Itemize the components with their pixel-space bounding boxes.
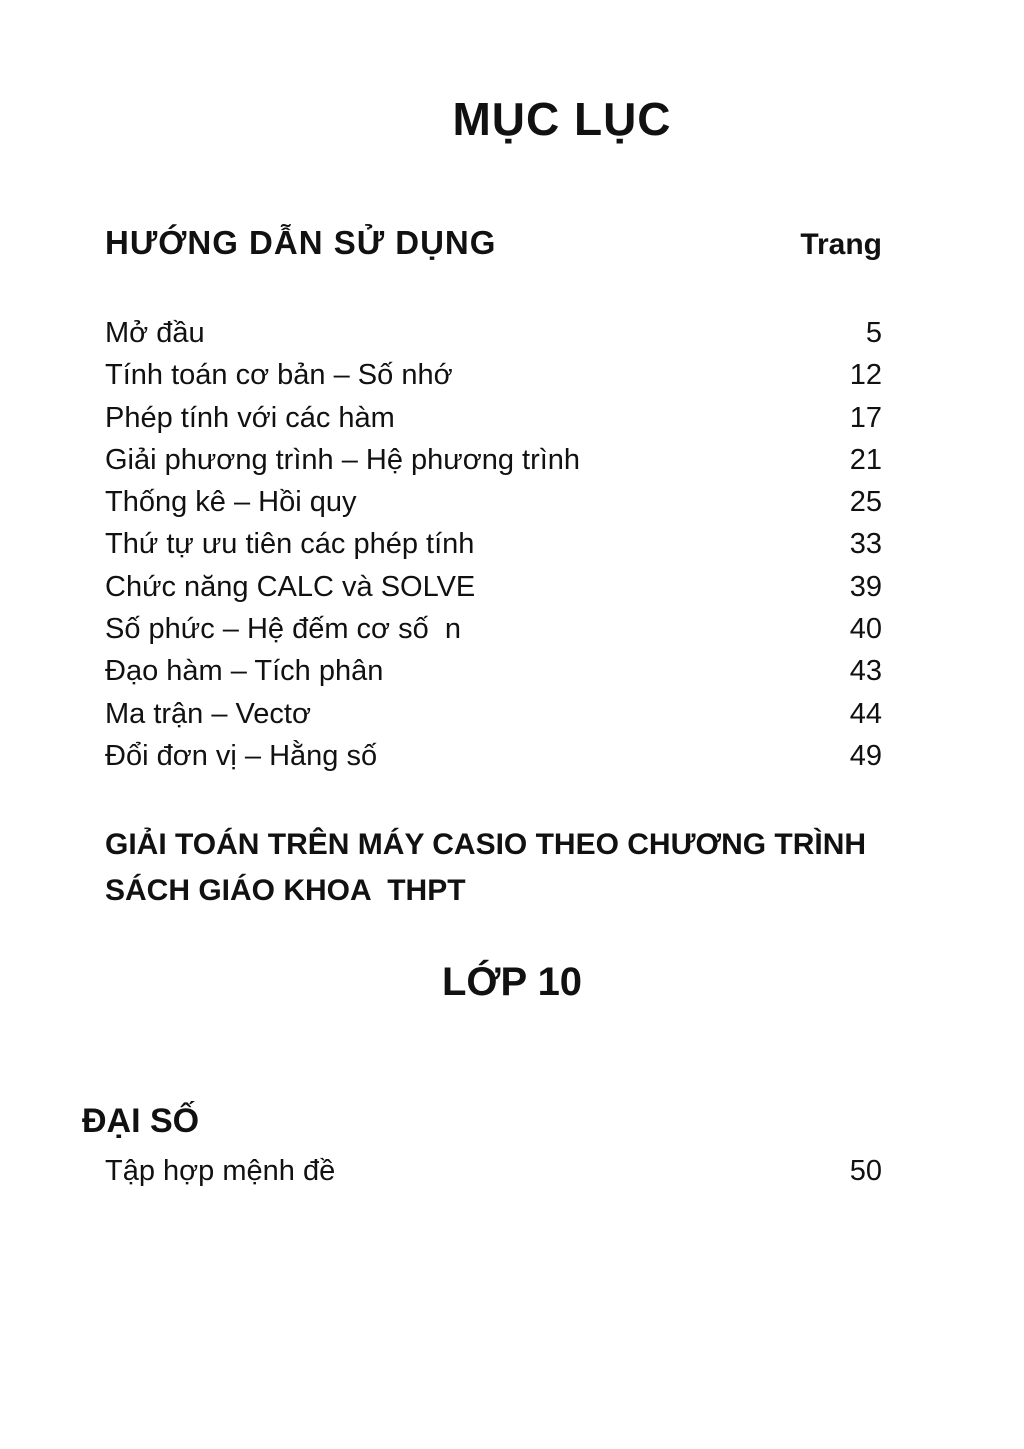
- toc-entry-page: 5: [865, 317, 882, 349]
- page-column-label: Trang: [800, 228, 882, 261]
- toc-entry[interactable]: [105, 354, 882, 396]
- toc-entry[interactable]: [105, 735, 882, 777]
- toc-entry[interactable]: [105, 608, 882, 650]
- grade-heading: LỚP 10: [441, 960, 583, 1004]
- toc-entry-title: Giải phương trình – Hệ phương trình: [105, 443, 581, 476]
- toc-entry-page: 25: [849, 486, 882, 519]
- toc-entry[interactable]: [105, 523, 882, 565]
- toc-entry-title: Thống kê – Hồi quy: [105, 486, 357, 519]
- toc-entry-page: 39: [849, 570, 882, 603]
- toc-entry-page: 44: [849, 697, 882, 730]
- guide-section-heading: HƯỚNG DẪN SỬ DỤNG: [105, 224, 497, 261]
- toc-entry-title: Thứ tự ưu tiên các phép tính: [105, 528, 475, 561]
- algebra-toc-list: [105, 1150, 882, 1192]
- toc-entry[interactable]: [105, 481, 882, 523]
- toc-entry[interactable]: [105, 397, 882, 439]
- toc-entry-title: Tính toán cơ bản – Số nhớ: [105, 359, 453, 392]
- toc-entry[interactable]: [105, 650, 882, 692]
- casio-heading-line-2: SÁCH GIÁO KHOA THPT: [105, 874, 466, 907]
- toc-entry-page: 50: [849, 1155, 882, 1187]
- toc-entry-title: Đổi đơn vị – Hằng số: [105, 739, 378, 772]
- toc-entry-title: Chức năng CALC và SOLVE: [105, 570, 476, 603]
- toc-entry-title: Ma trận – Vectơ: [105, 697, 312, 730]
- toc-entry[interactable]: [105, 693, 882, 735]
- toc-entry-title: Đạo hàm – Tích phân: [105, 655, 384, 688]
- toc-entry-page: 40: [849, 613, 882, 646]
- page-title: MỤC LỤC: [452, 93, 672, 145]
- algebra-heading: ĐẠI SỐ: [82, 1102, 200, 1140]
- toc-entry-page: 49: [849, 739, 882, 772]
- toc-entry[interactable]: [105, 312, 882, 354]
- toc-entry[interactable]: [105, 1150, 882, 1192]
- toc-entry-title: Tập hợp mệnh đề: [105, 1155, 336, 1187]
- toc-entry-title: Số phức – Hệ đếm cơ số n: [105, 613, 461, 646]
- toc-entry-page: 12: [849, 359, 882, 392]
- toc-entry-title: Phép tính với các hàm: [105, 401, 395, 434]
- guide-toc-list: [105, 312, 882, 777]
- toc-entry-page: 17: [849, 401, 882, 434]
- toc-entry-title: Mở đầu: [105, 317, 205, 349]
- casio-section-heading: [105, 822, 965, 914]
- toc-entry-page: 33: [849, 528, 882, 561]
- toc-entry-page: 21: [849, 443, 882, 476]
- guide-section-header: [105, 224, 882, 262]
- casio-heading-line-1: GIẢI TOÁN TRÊN MÁY CASIO THEO CHƯƠNG TRÌNH: [105, 828, 867, 861]
- toc-entry-page: 43: [849, 655, 882, 688]
- toc-entry[interactable]: [105, 566, 882, 608]
- toc-entry[interactable]: [105, 439, 882, 481]
